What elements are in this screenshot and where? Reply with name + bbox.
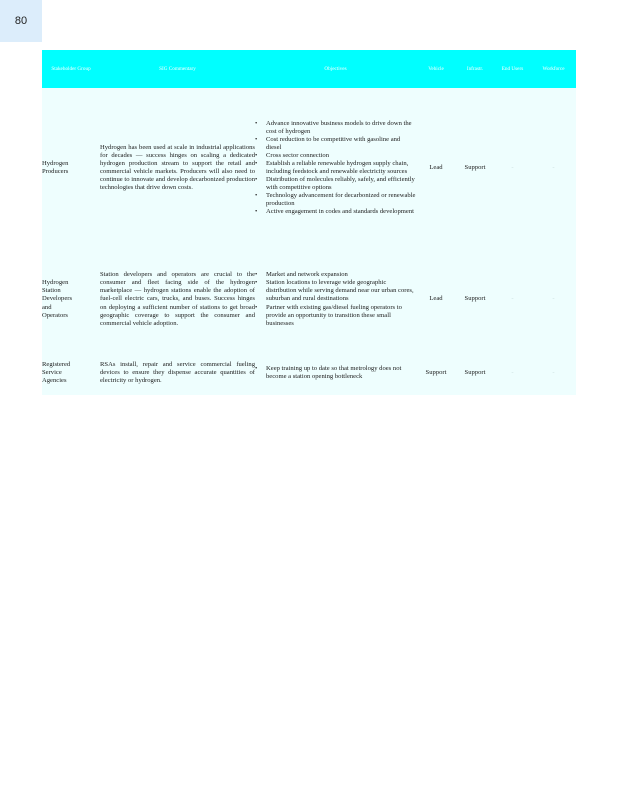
objective-item: • Establish a reliable renewable hydrogen supply chain, including feedstock and renewable electricity sources xyxy=(266,160,416,176)
header-end-users: End Users xyxy=(494,50,531,88)
group-line: Registered xyxy=(42,360,71,368)
vehicle-role: Lead xyxy=(416,88,456,248)
end-users-role: - xyxy=(494,88,531,248)
objectives xyxy=(255,248,416,351)
stakeholder-group xyxy=(42,248,100,351)
objectives xyxy=(255,88,416,248)
table-row xyxy=(42,88,576,248)
commentary: RSAs install, repair and service commercial fueling devices to ensure they dispense accurate quantities of electricity or hydrogen. xyxy=(100,351,255,395)
group-line: Agencies xyxy=(42,377,67,385)
group-line: Hydrogen xyxy=(42,279,69,287)
vehicle-role: Support xyxy=(416,351,456,395)
objective-item: • Keep training up to date so that metrology does not become a station opening bottleneck xyxy=(266,365,416,381)
page-number: 80 xyxy=(0,0,42,42)
header-infrastructure: Infrastr. xyxy=(456,50,494,88)
commentary: Hydrogen has been used at scale in industrial applications for decades — success hinges on scaling a dedicated hydrogen production stream to support the retail and commercial vehicle markets. Producers will also need to continue to innovate and develop decarbonized production technologies that drive down costs. xyxy=(100,88,255,248)
workforce-role: - xyxy=(531,351,576,395)
commentary: Station developers and operators are crucial to the consumer and fleet facing side of the hydrogen marketplace — hydrogen stations enable the adoption of fuel-cell electric cars, trucks, and buses. Success hinges on deploying a sufficient number of stations to get broad geographic coverage to support the consumer and commercial vehicle adoption. xyxy=(100,248,255,351)
group-line: Developers xyxy=(42,295,73,303)
objective-item: • Station locations to leverage wide geographic distribution while serving demand near our urban cores, suburban and rural destinations xyxy=(266,279,416,303)
stakeholder-group xyxy=(42,351,100,395)
stakeholder-table xyxy=(42,50,576,395)
objective-item: • Distribution of molecules reliably, safely, and efficiently with competitive options xyxy=(266,176,416,192)
objective-item: • Technology advancement for decarbonized or renewable production xyxy=(266,192,416,208)
header-commentary: SIG Commentary xyxy=(100,50,255,88)
infrastructure-role: Support xyxy=(456,88,494,248)
end-users-role: - xyxy=(494,248,531,351)
objective-item: • Cost reduction to be competitive with gasoline and diesel xyxy=(266,136,416,152)
objective-item: • Partner with existing gas/diesel fueling operators to provide an opportunity to transition these small businesses xyxy=(266,304,416,328)
group-line: Operators xyxy=(42,311,68,319)
workforce-role: - xyxy=(531,248,576,351)
group-line: Hydrogen xyxy=(42,159,69,167)
header-vehicle: Vehicle xyxy=(416,50,456,88)
header-group: Stakeholder Group xyxy=(42,50,100,88)
group-line: Service xyxy=(42,368,62,376)
infrastructure-role: Support xyxy=(456,351,494,395)
objectives xyxy=(255,351,416,395)
objective-item: • Advance innovative business models to drive down the cost of hydrogen xyxy=(266,120,416,136)
objective-item: • Market and network expansion xyxy=(266,271,416,279)
objective-item: • Cross sector connection xyxy=(266,152,416,160)
group-line: Station xyxy=(42,287,61,295)
header-workforce: Workforce xyxy=(531,50,576,88)
objective-item: • Active engagement in codes and standards development xyxy=(266,208,416,216)
stakeholder-group xyxy=(42,88,100,248)
header-row xyxy=(42,50,576,88)
workforce-role: - xyxy=(531,88,576,248)
table-row xyxy=(42,248,576,351)
group-line: and xyxy=(42,303,52,311)
group-line: Producers xyxy=(42,168,69,175)
header-objectives: Objectives xyxy=(255,50,416,88)
infrastructure-role: Support xyxy=(456,248,494,351)
vehicle-role: Lead xyxy=(416,248,456,351)
end-users-role: - xyxy=(494,351,531,395)
table-row xyxy=(42,351,576,395)
